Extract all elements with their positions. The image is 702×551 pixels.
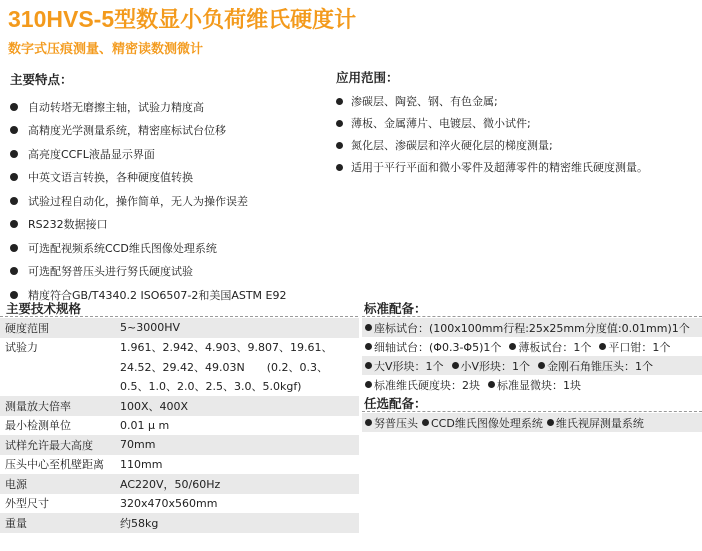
bullet-icon bbox=[452, 362, 459, 369]
title-text: 型数显小负荷维氏硬度计 bbox=[114, 8, 357, 33]
bullet-icon bbox=[10, 244, 18, 252]
application-item: 渗碳层、陶瓷、钢、有色金属; bbox=[336, 90, 648, 112]
optional-row: 努普压头 CCD维氏图像处理系统 维氏视屏测量系统 bbox=[362, 413, 702, 432]
standard-row: 标准维氏硬度块：2块 标准显微块：1块 bbox=[362, 375, 702, 394]
bullet-icon bbox=[10, 150, 18, 158]
bullet-icon bbox=[10, 197, 18, 205]
optional-heading: 任选配备： bbox=[364, 396, 427, 411]
bullet-icon bbox=[336, 120, 343, 127]
bullet-icon bbox=[10, 291, 18, 299]
specs-heading: 主要技术规格 bbox=[6, 301, 82, 316]
feature-item: 中英文语言转换，各种硬度值转换 bbox=[10, 166, 287, 190]
spec-row: 外型尺寸 320x470x560mm bbox=[5, 496, 218, 511]
spec-row: 24.52、29.42、49.03N (0.2、0.3、 bbox=[120, 360, 328, 374]
features-heading: 主要特点： bbox=[10, 72, 73, 87]
page-subtitle: 数字式压痕测量、精密读数测微计 bbox=[8, 42, 204, 57]
bullet-icon bbox=[365, 419, 372, 426]
spec-row: 最小检测单位 0.01 μ m bbox=[5, 418, 170, 433]
bullet-icon bbox=[599, 343, 606, 350]
applications-heading: 应用范围： bbox=[336, 70, 399, 85]
spec-row: 0.5、1.0、2.0、2.5、3.0、5.0kgf) bbox=[120, 380, 302, 394]
standard-heading: 标准配备： bbox=[364, 301, 427, 316]
application-item: 氮化层、渗碳层和淬火硬化层的梯度测量; bbox=[336, 134, 648, 156]
specs-table bbox=[0, 318, 359, 533]
spec-row: 测量放大倍率 100X、400X bbox=[0, 396, 359, 416]
features-list bbox=[10, 95, 287, 307]
spec-row: 重量 约58kg bbox=[0, 513, 359, 533]
feature-item: 自动转塔无磨擦主轴，试验力精度高 bbox=[10, 95, 287, 119]
bullet-icon bbox=[10, 103, 18, 111]
spec-row: 压头中心至机壁距离 110mm bbox=[5, 457, 163, 472]
optional-divider bbox=[362, 411, 702, 412]
feature-item: 可选配视频系统CCD维氏图像处理系统 bbox=[10, 236, 287, 260]
feature-item: RS232数据接口 bbox=[10, 213, 287, 237]
spec-row: 电源 AC220V，50/60Hz bbox=[0, 474, 359, 494]
feature-item: 试验过程自动化，操作简单，无人为操作误差 bbox=[10, 189, 287, 213]
bullet-icon bbox=[336, 164, 343, 171]
feature-item: 精度符合GB/T4340.2 ISO6507-2和美国ASTM E92 bbox=[10, 283, 287, 307]
page-title bbox=[8, 3, 356, 34]
spec-row: 试验力 1.961、2.942、4.903、9.807、19.61、 bbox=[5, 341, 333, 355]
bullet-icon bbox=[365, 343, 372, 350]
application-item: 适用于平行平面和微小零件及超薄零件的精密维氏硬度测量。 bbox=[336, 156, 648, 178]
standard-row: 大V形块：1个 小V形块：1个 金刚石角锥压头：1个 bbox=[362, 356, 702, 375]
bullet-icon bbox=[538, 362, 545, 369]
bullet-icon bbox=[336, 98, 343, 105]
bullet-icon bbox=[10, 267, 18, 275]
bullet-icon bbox=[365, 362, 372, 369]
bullet-icon bbox=[10, 126, 18, 134]
bullet-icon bbox=[422, 419, 429, 426]
standard-row: 座标试台：(100x100mm行程:25x25mm分度值:0.01mm)1个 bbox=[362, 318, 702, 337]
spec-row: 硬度范围 5~3000HV bbox=[0, 318, 359, 338]
bullet-icon bbox=[547, 419, 554, 426]
feature-item: 高亮度CCFL液晶显示界面 bbox=[10, 142, 287, 166]
feature-item: 可选配努普压头进行努氏硬度试验 bbox=[10, 260, 287, 284]
specs-divider bbox=[0, 316, 358, 317]
bullet-icon bbox=[365, 324, 372, 331]
model-number: 310HVS-5 bbox=[8, 6, 115, 32]
bullet-icon bbox=[365, 381, 372, 388]
bullet-icon bbox=[10, 173, 18, 181]
standard-divider bbox=[362, 316, 702, 317]
bullet-icon bbox=[336, 142, 343, 149]
applications-list bbox=[336, 90, 648, 178]
spec-row: 试样允许最大高度 70mm bbox=[0, 435, 359, 455]
bullet-icon bbox=[488, 381, 495, 388]
bullet-icon bbox=[509, 343, 516, 350]
standard-list bbox=[362, 318, 702, 394]
feature-item: 高精度光学测量系统，精密座标试台位移 bbox=[10, 119, 287, 143]
application-item: 薄板、金属薄片、电镀层、微小试件; bbox=[336, 112, 648, 134]
standard-row: 细轴试台：(Φ0.3-Φ5)1个 薄板试台：1个 平口钳：1个 bbox=[362, 337, 702, 356]
bullet-icon bbox=[10, 220, 18, 228]
